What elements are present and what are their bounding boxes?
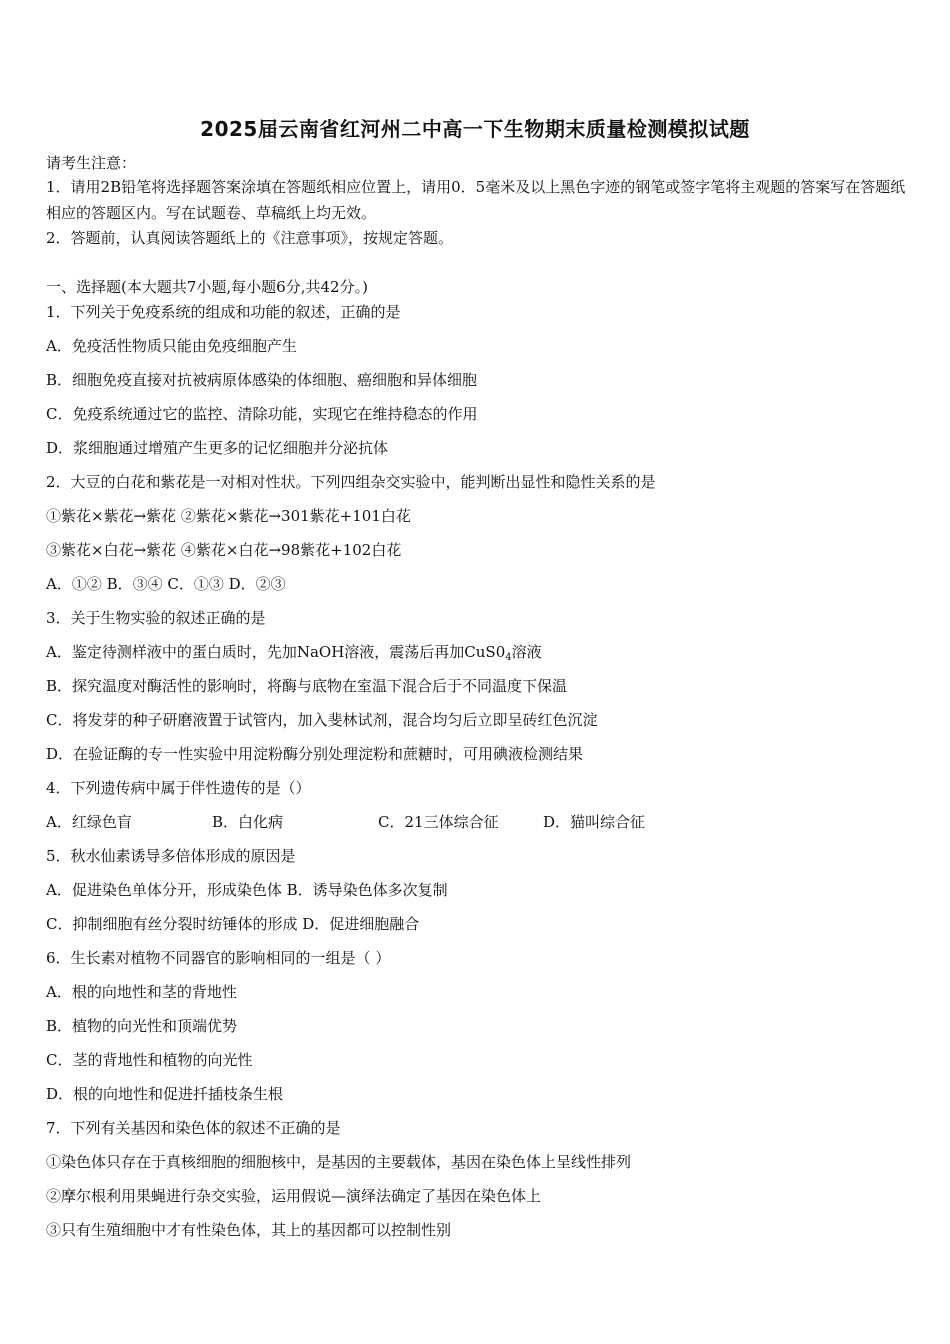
question-3-stem: 3．关于生物实验的叙述正确的是: [46, 609, 266, 627]
question-7-statement-3: ③只有生殖细胞中才有性染色体，其上的基因都可以控制性别: [46, 1221, 452, 1239]
question-5-stem: 5．秋水仙素诱导多倍体形成的原因是: [46, 847, 296, 865]
question-1-option-b: B．细胞免疫直接对抗被病原体感染的体细胞、癌细胞和异体细胞: [46, 371, 478, 389]
question-2-cross-2: ③紫花×白花→紫花 ④紫花×白花→98紫花+102白花: [46, 541, 402, 559]
question-4-option-b: B．白化病: [212, 813, 284, 831]
subscript: 4: [505, 652, 512, 663]
question-4-option-a: A．红绿色盲: [46, 813, 132, 831]
question-3-option-a-text: A．鉴定待测样液中的蛋白质时，先加NaOH溶液，震荡后再加CuS0: [46, 643, 506, 661]
section-heading: 一、选择题(本大题共7小题,每小题6分,共42分。): [46, 278, 368, 296]
question-6-option-b: B．植物的向光性和顶端优势: [46, 1017, 238, 1035]
question-3-option-a: [46, 641, 542, 663]
page-title: 2025届云南省红河州二中高一下生物期末质量检测模拟试题: [200, 117, 750, 141]
question-3-option-c: C．将发芽的种子研磨液置于试管内，加入斐林试剂，混合均匀后立即呈砖红色沉淀: [46, 711, 598, 729]
question-1-option-a: A．免疫活性物质只能由免疫细胞产生: [46, 337, 297, 355]
question-6-stem: 6．生长素对植物不同器官的影响相同的一组是（ ）: [46, 949, 391, 967]
question-3-option-a-suffix: 溶液: [511, 643, 542, 661]
question-2-options: A．①② B．③④ C．①③ D．②③: [46, 575, 286, 593]
question-1-option-c: C．免疫系统通过它的监控、清除功能，实现它在维持稳态的作用: [46, 405, 478, 423]
question-5-options-1: A．促进染色单体分开，形成染色体 B．诱导染色体多次复制: [46, 881, 448, 899]
question-3-option-b: B．探究温度对酶活性的影响时，将酶与底物在室温下混合后于不同温度下保温: [46, 677, 568, 695]
question-4-option-d: D．猫叫综合征: [543, 813, 646, 831]
notice-heading: 请考生注意：: [46, 154, 137, 172]
question-3-option-d: D．在验证酶的专一性实验中用淀粉酶分别处理淀粉和蔗糖时，可用碘液检测结果: [46, 745, 584, 763]
question-2-stem: 2．大豆的白花和紫花是一对相对性状。下列四组杂交实验中，能判断出显性和隐性关系的是: [46, 473, 656, 491]
question-7-statement-1: ①染色体只存在于真核细胞的细胞核中，是基因的主要载体，基因在染色体上呈线性排列: [46, 1153, 632, 1171]
question-1-stem: 1．下列关于免疫系统的组成和功能的叙述，正确的是: [46, 303, 401, 321]
question-6-option-c: C．茎的背地性和植物的向光性: [46, 1051, 253, 1069]
question-5-options-2: C．抑制细胞有丝分裂时纺锤体的形成 D．促进细胞融合: [46, 915, 420, 933]
notice-item-1: 1．请用2B铅笔将选择题答案涂填在答题纸相应位置上，请用0．5毫米及以上黑色字迹的钢笔或签字笔将主观题的答案写在答题纸相应的答题区内。写在试题卷、草稿纸上均无效。: [46, 178, 906, 222]
question-7-stem: 7．下列有关基因和染色体的叙述不正确的是: [46, 1119, 341, 1137]
question-4-option-c: C．21三体综合征: [378, 813, 499, 831]
question-6-option-d: D．根的向地性和促进扦插枝条生根: [46, 1085, 284, 1103]
question-4-stem: 4．下列遗传病中属于伴性遗传的是（）: [46, 779, 311, 797]
question-7-statement-2: ②摩尔根利用果蝇进行杂交实验，运用假说—演绎法确定了基因在染色体上: [46, 1187, 542, 1205]
question-2-cross-1: ①紫花×紫花→紫花 ②紫花×紫花→301紫花+101白花: [46, 507, 411, 525]
question-6-option-a: A．根的向地性和茎的背地性: [46, 983, 237, 1001]
question-1-option-d: D．浆细胞通过增殖产生更多的记忆细胞并分泌抗体: [46, 439, 389, 457]
notice-item-2: 2．答题前，认真阅读答题纸上的《注意事项》，按规定答题。: [46, 229, 454, 247]
